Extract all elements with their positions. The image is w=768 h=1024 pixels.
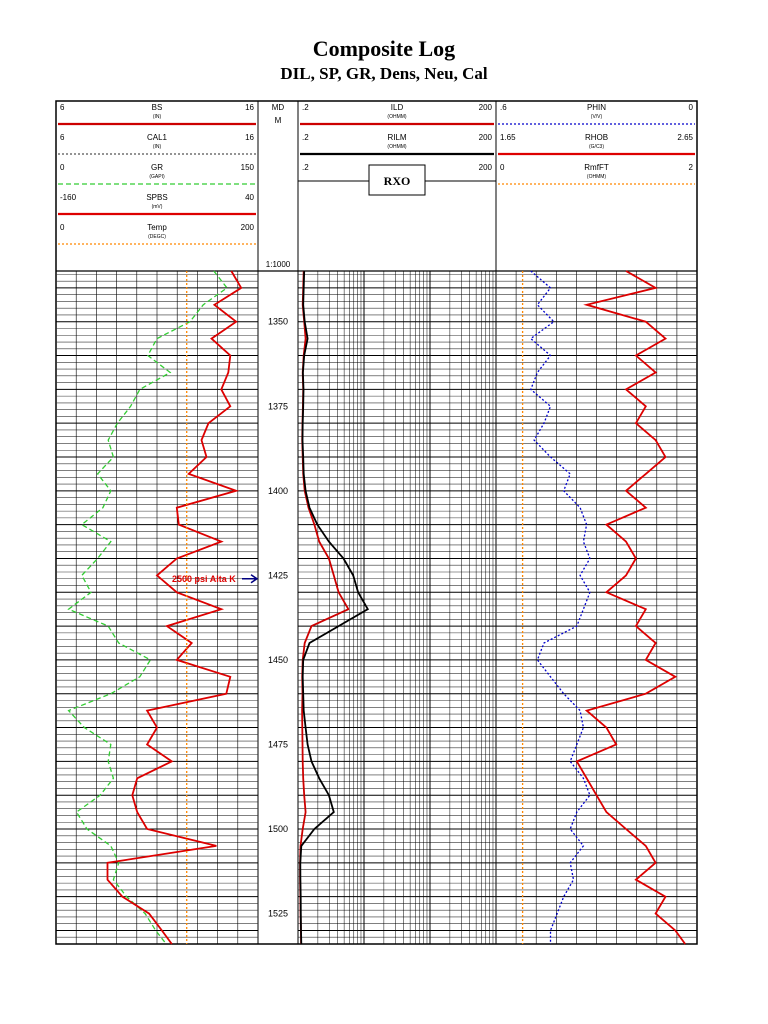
depth-label: 1475 [267,739,289,750]
scale-min-rxo: .2 [302,163,309,172]
scale-min-rilm: .2 [302,133,309,142]
curve-unit-spbs: (mV) [151,204,163,210]
curve-spbs [108,271,242,944]
annotation-label: 2500 psi Alta K [172,573,236,584]
scale-min-cal1: 6 [60,133,65,142]
depth-label: 1400 [267,485,289,496]
depth-label: 1375 [267,401,289,412]
curve-name-spbs: SPBS [146,193,168,202]
scale-min-rmfft: 0 [500,163,505,172]
curve-name-rilm: RILM [387,133,407,142]
curve-layer [69,271,686,944]
scale-min-bs: 6 [60,103,65,112]
curve-unit-gr: (GAPI) [149,174,165,180]
curve-name-temp: Temp [147,223,167,232]
annotation-layer [172,574,257,584]
log-header [56,101,697,944]
scale-max-temp: 200 [240,223,254,232]
scale-min-ild: .2 [302,103,309,112]
curve-name-gr: GR [151,163,163,172]
curve-name-bs: BS [151,103,163,112]
curve-unit-bs: (IN) [152,114,162,120]
scale-max-rhob: 2.65 [677,133,693,142]
curve-unit-cal1: (IN) [152,144,162,150]
scale-max-rmfft: 2 [688,163,693,172]
depth-label: 1350 [267,316,289,327]
scale-min-temp: 0 [60,223,65,232]
curve-unit-rmfft: (OHMM) [586,174,607,180]
curve-ild [300,271,348,944]
depth-grid [56,271,697,944]
curve-name-rmfft: RmfFT [584,163,609,172]
scale-min-phin: .6 [500,103,507,112]
curve-name-ild: ILD [390,103,404,112]
curve-unit-temp: (DEGC) [148,234,166,240]
depth-label: 1425 [267,570,289,581]
scale-max-cal1: 16 [245,133,254,142]
depth-scale: 1:1000 [265,260,291,269]
curve-unit-rilm: (OHMM) [387,144,407,150]
depth-labels [265,316,291,919]
curve-name-cal1: CAL1 [146,133,168,142]
scale-max-phin: 0 [688,103,693,112]
scale-min-rhob: 1.65 [500,133,516,142]
scale-max-bs: 16 [245,103,254,112]
curve-unit-ild: (OHMM) [387,114,407,120]
scale-min-spbs: -160 [60,193,77,202]
scale-max-spbs: 40 [245,193,254,202]
depth-label: 1500 [267,824,289,835]
scale-min-gr: 0 [60,163,65,172]
curve-phin [531,271,590,944]
depth-label: 1525 [267,908,289,919]
curve-unit-rhob: (G/C3) [589,144,604,150]
depth-label: 1450 [267,654,289,665]
depth-unit: M [274,116,282,125]
scale-max-rilm: 200 [478,133,492,142]
page-title: Composite Log [312,36,456,61]
curve-name-phin: PHIN [586,103,607,112]
scale-max-rxo: 200 [478,163,492,172]
curve-unit-phin: (V/V) [590,114,603,120]
curve-name-rxo: RXO [383,174,411,188]
curve-rhob [577,271,685,944]
scale-max-gr: 150 [240,163,254,172]
page-subtitle: DIL, SP, GR, Dens, Neu, Cal [280,64,488,83]
scale-max-ild: 200 [478,103,492,112]
curve-name-rhob: RHOB [584,133,609,142]
depth-header: MD [271,103,285,112]
